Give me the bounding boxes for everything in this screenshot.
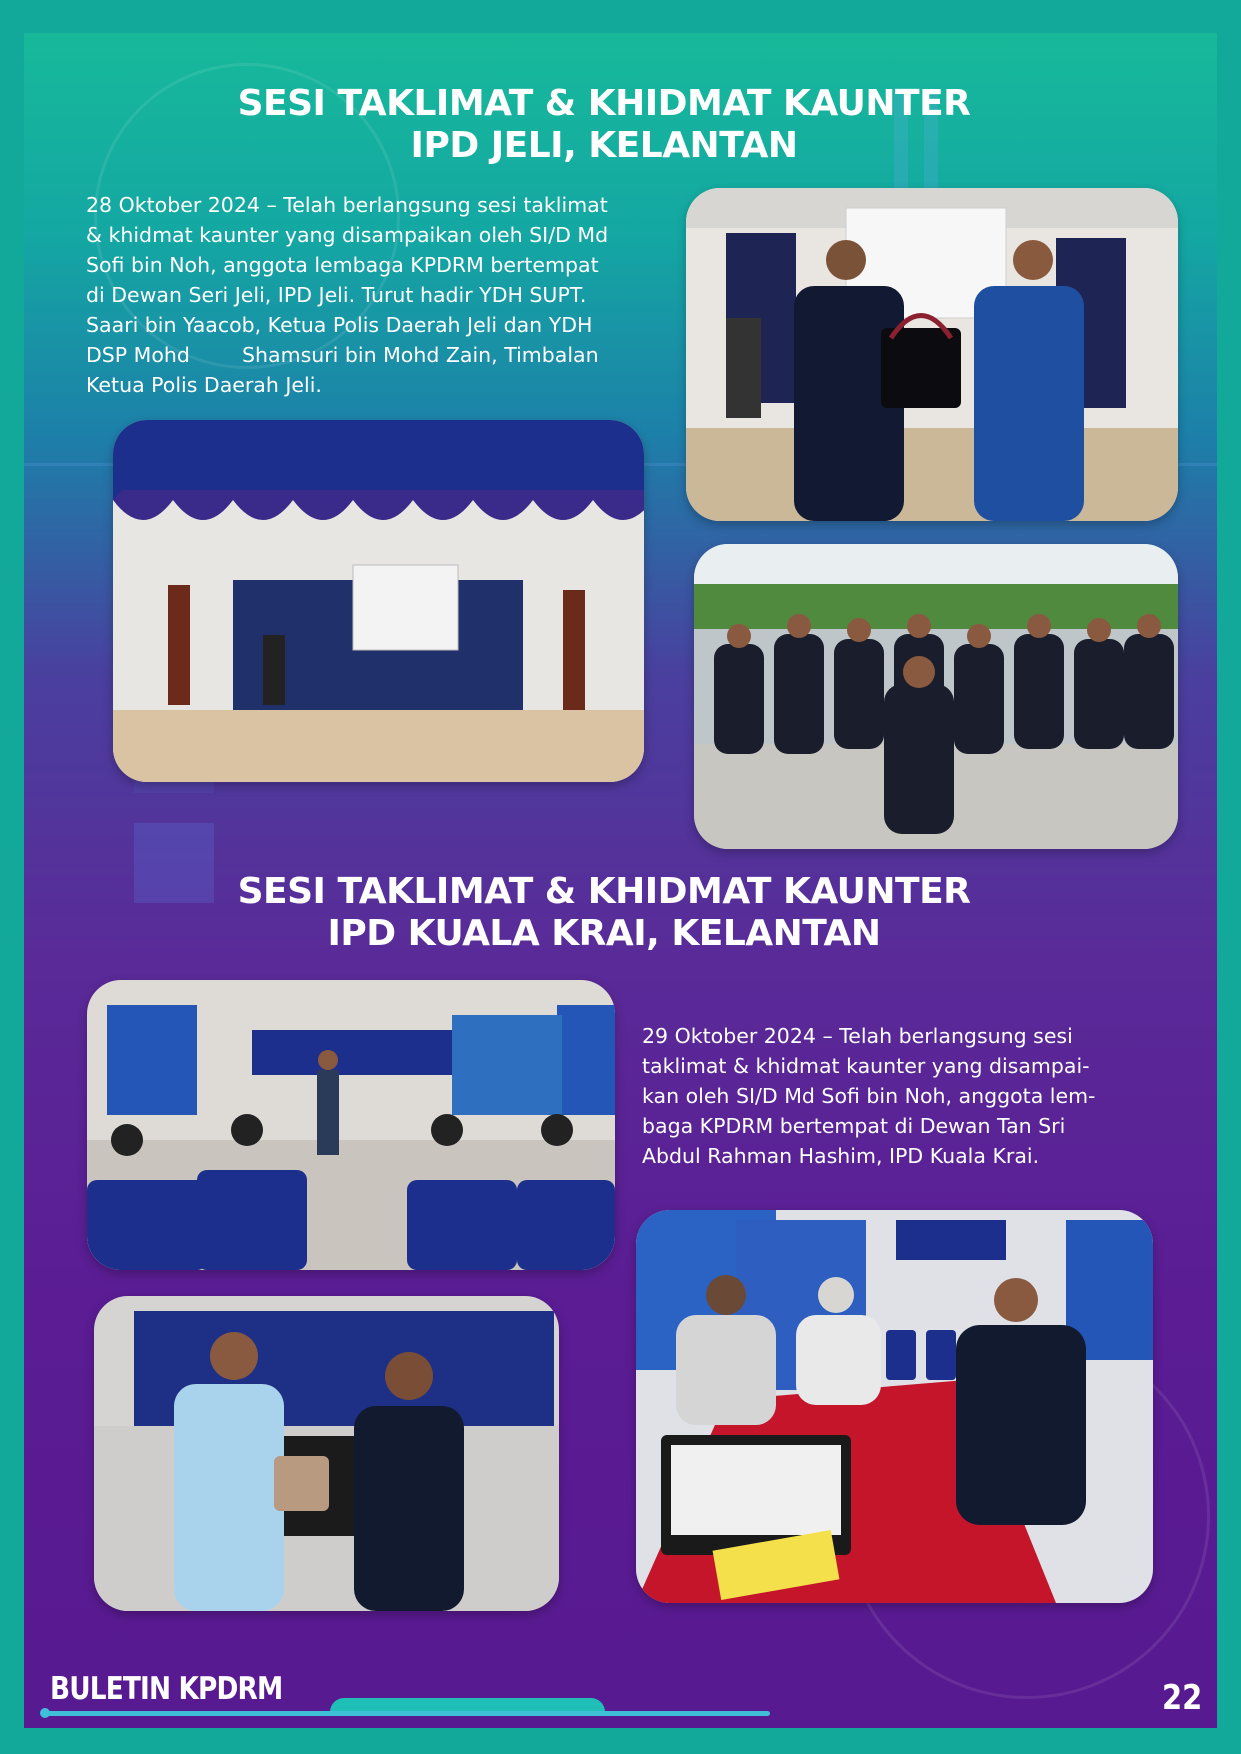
section1-heading [24, 83, 1184, 167]
section2-paragraph [642, 1021, 1152, 1171]
para-line: baga KPDRM bertempat di Dewan Tan Sri [642, 1114, 1066, 1138]
para-line: DSP Mohd Shamsuri bin Mohd Zain, Timbalan [86, 343, 599, 367]
para-line: Saari bin Yaacob, Ketua Polis Daerah Jeli dan YDH [86, 313, 593, 337]
footer-accent-line [46, 1711, 770, 1716]
section2-heading-line1: SESI TAKLIMAT & KHIDMAT KAUNTER [237, 871, 971, 912]
section1-paragraph [86, 190, 666, 400]
photo-jeli-handover [686, 188, 1178, 521]
section2-heading-line2: IPD KUALA KRAI, KELANTAN [327, 913, 881, 954]
para-line: taklimat & khidmat kaunter yang disampai- [642, 1054, 1090, 1078]
section1-heading-line2: IPD JELI, KELANTAN [410, 125, 798, 166]
section1-heading-line1: SESI TAKLIMAT & KHIDMAT KAUNTER [237, 83, 971, 124]
para-line: & khidmat kaunter yang disampaikan oleh SI/D Md [86, 223, 609, 247]
para-line: kan oleh SI/D Md Sofi bin Noh, anggota lem- [642, 1084, 1096, 1108]
para-line: di Dewan Seri Jeli, IPD Jeli. Turut hadir YDH SUPT. [86, 283, 587, 307]
para-line: 28 Oktober 2024 – Telah berlangsung sesi taklimat [86, 193, 608, 217]
photo-kualakrai-counter [636, 1210, 1153, 1603]
photo-kualakrai-hall [87, 980, 615, 1270]
section2-heading [24, 871, 1184, 955]
photo-jeli-hall [113, 420, 644, 782]
bulletin-title: BULETIN KPDRM [50, 1671, 283, 1707]
para-line: Abdul Rahman Hashim, IPD Kuala Krai. [642, 1144, 1040, 1168]
photo-kualakrai-handshake [94, 1296, 559, 1611]
footer-accent-dot [40, 1708, 50, 1718]
para-line: Sofi bin Noh, anggota lembaga KPDRM bertempat [86, 253, 599, 277]
para-line: Ketua Polis Daerah Jeli. [86, 373, 322, 397]
photo-jeli-audience [694, 544, 1178, 849]
para-line: 29 Oktober 2024 – Telah berlangsung sesi [642, 1024, 1073, 1048]
page-number: 22 [1162, 1678, 1203, 1718]
